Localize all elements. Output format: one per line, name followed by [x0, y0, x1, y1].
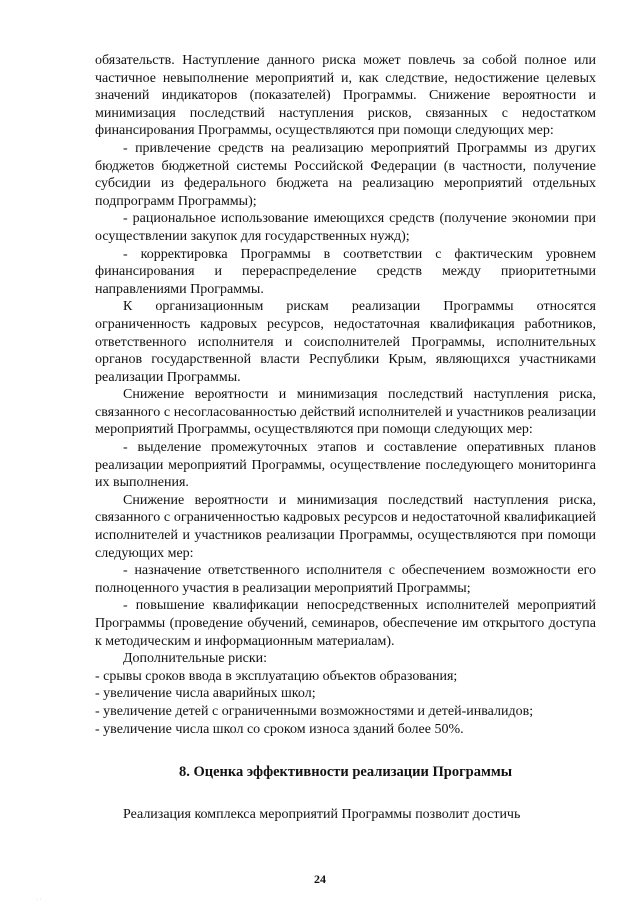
body-text — [95, 52, 596, 738]
paragraph: - увеличение числа школ со сроком износа зданий более 50%. — [95, 721, 464, 737]
paragraph: - рациональное использование имеющихся средств (получение экономии при осуществлении закупок для государственных нужд); — [95, 211, 596, 244]
closing-paragraph: Реализация комплекса мероприятий Программы позволит достичь — [123, 806, 521, 822]
paragraph: - увеличение детей с ограниченными возможностями и детей-инвалидов; — [95, 703, 534, 719]
page-number: 24 — [314, 872, 326, 886]
paragraph: - увеличение числа аварийных школ; — [95, 686, 316, 702]
paragraph: обязательств. Наступление данного риска может повлечь за собой полное или частичное невыполнение мероприятий и, как следствие, недостижение целевых значений индикаторов (показателей) Программы. Снижение вероятности и минимизация последствий наступления рисков, связанных с недостатком финансирования Программы, осуществляются при помощи следующих мер: — [95, 53, 596, 139]
paragraph: - выделение промежуточных этапов и составление оперативных планов реализации мероприятий Программы, осуществление последующего мониторинга их выполнения. — [95, 440, 596, 491]
paragraph: - повышение квалификации непосредственных исполнителей мероприятий Программы (проведение обучений, семинаров, обеспечение им открытого доступа к методическим и информационным материалам). — [95, 598, 596, 649]
paragraph: Снижение вероятности и минимизация последствий наступления риска, связанного с несогласованностью действий исполнителей и участников реализации мероприятий Программы, осуществляются при помощи следующих мер: — [95, 387, 596, 438]
paragraph: Снижение вероятности и минимизация последствий наступления риска, связанного с ограниченностью кадровых ресурсов и недостаточной квалификацией исполнителей и участников реализации Программы, осуществляются при помощи следующих мер: — [95, 492, 596, 561]
scan-mark: · · — [36, 897, 42, 903]
paragraph: - корректировка Программы в соответствии с фактическим уровнем финансирования и перераспределение средств между приоритетными направлениями Программы. — [95, 246, 596, 297]
paragraph: - назначение ответственного исполнителя с обеспечением возможности его полноценного участия в реализации мероприятий Программы; — [95, 563, 596, 596]
section-heading: 8. Оценка эффективности реализации Программы — [178, 764, 513, 781]
paragraph: - срывы сроков ввода в эксплуатацию объектов образования; — [95, 668, 458, 684]
paragraph: Дополнительные риски: — [123, 651, 268, 667]
paragraph: - привлечение средств на реализацию мероприятий Программы из других бюджетов бюджетной системы Российской Федерации (в частности, получение субсидии из федерального бюджета на реализацию мероприятий отдельных подпрограмм Программы); — [95, 140, 596, 209]
paragraph: К организационным рискам реализации Программы относятся ограниченность кадровых ресурсов, недостаточная квалификация работников, ответственного исполнителя и соисполнителей Программы, исполнительных органов государственной власти Республики Крым, являющихся участниками реализации Программы. — [95, 299, 596, 385]
document-page — [95, 52, 596, 823]
